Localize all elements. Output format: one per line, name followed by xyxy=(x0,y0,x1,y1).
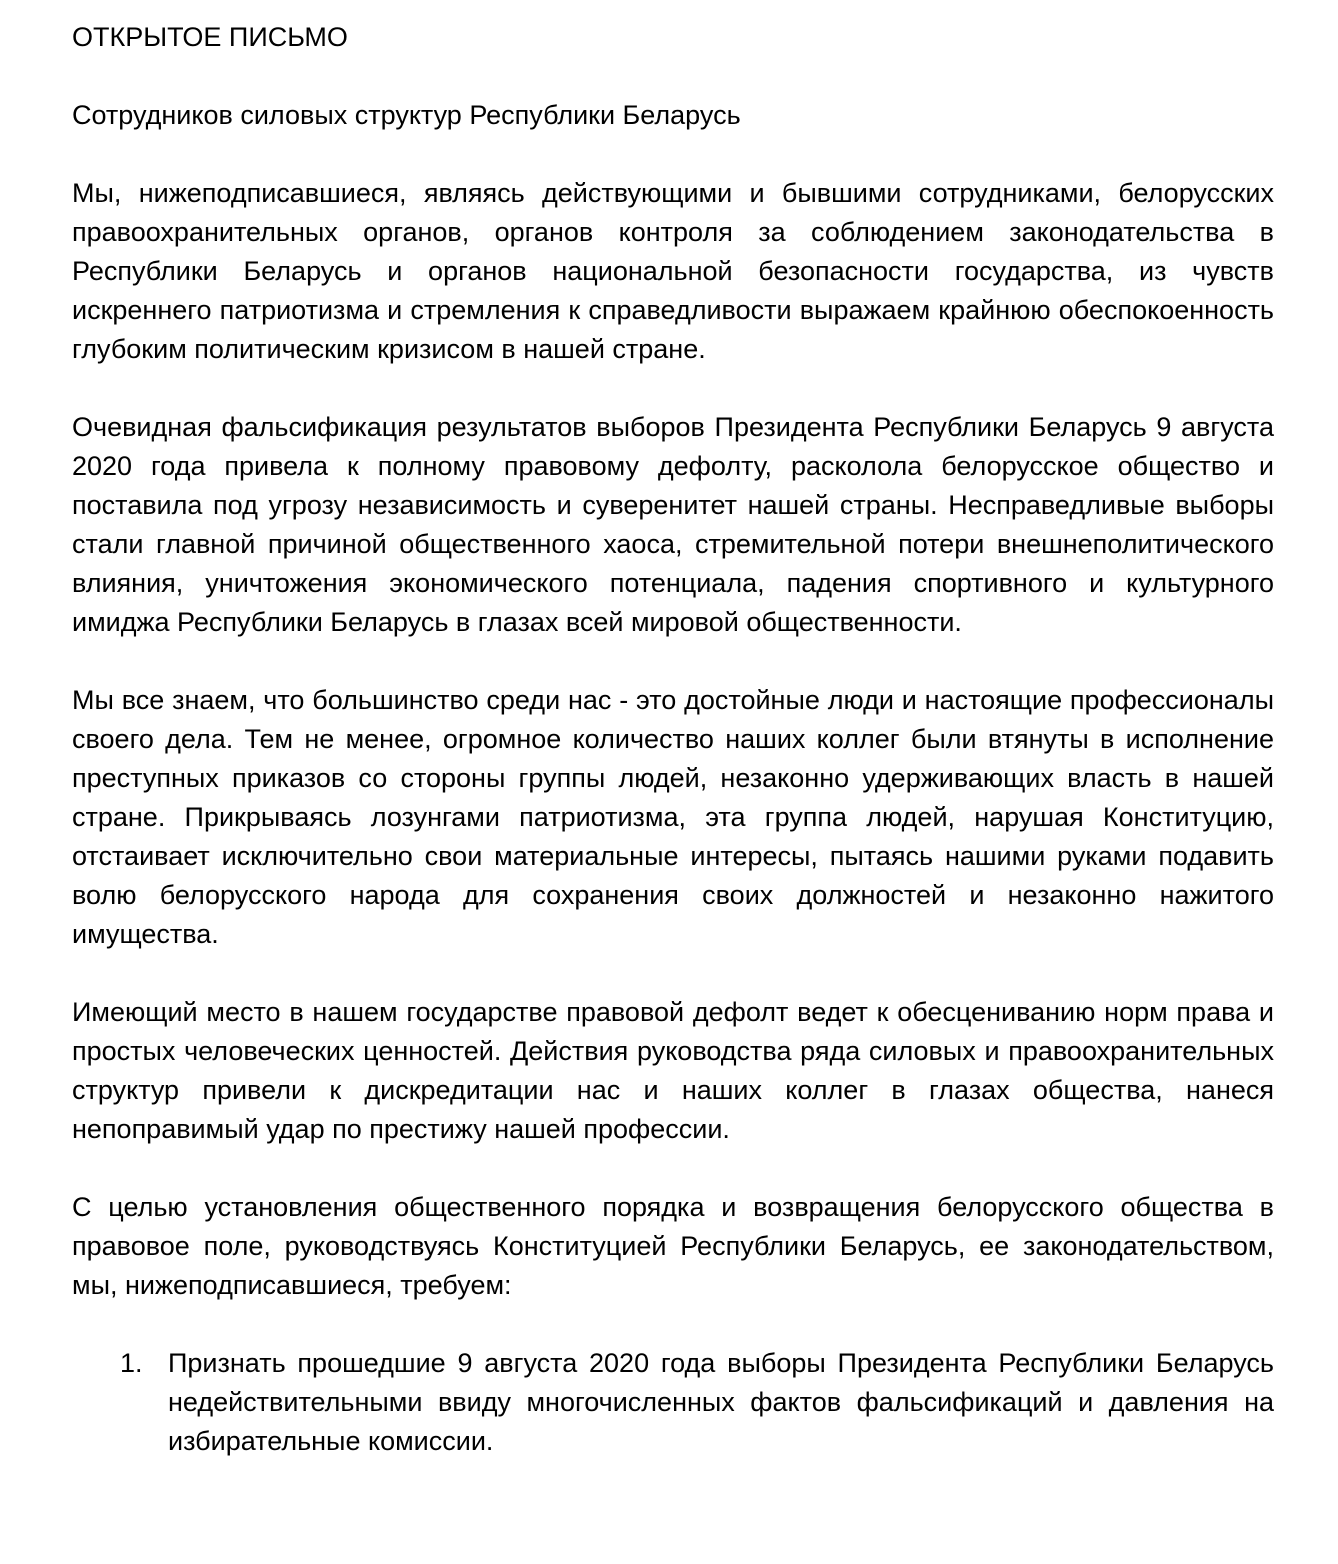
demand-number: 1. xyxy=(120,1348,143,1378)
paragraph-intro: Мы, нижеподписавшиеся, являясь действующими и бывшими сотрудниками, белорусских правоохранительных органов, органов контроля за соблюдением законодательства в Республики Беларусь и органов национальной безопасности государства, из чувств искреннего патриотизма и стремления к справедливости выражаем крайнюю обеспокоенность глубоким политическим кризисом в нашей стране. xyxy=(72,178,1274,364)
document-page xyxy=(72,18,1274,1461)
paragraph-colleagues: Мы все знаем, что большинство среди нас - это достойные люди и настоящие профессионалы своего дела. Тем не менее, огромное количество наших коллег были втянуты в исполнение преступных приказов со стороны группы людей, незаконно удерживающих власть в нашей стране. Прикрываясь лозунгами патриотизма, эта группа людей, нарушая Конституцию, отстаивает исключительно свои материальные интересы, пытаясь нашими руками подавить волю белорусского народа для сохранения своих должностей и незаконно нажитого имущества. xyxy=(72,685,1274,949)
paragraph-legal-default: Имеющий место в нашем государстве правовой дефолт ведет к обесцениванию норм права и простых человеческих ценностей. Действия руководства ряда силовых и правоохранительных структур привели к дискредитации нас и наших коллег в глазах общества, нанеся непоправимый удар по престижу нашей профессии. xyxy=(72,997,1274,1144)
demand-text: Признать прошедшие 9 августа 2020 года выборы Президента Республики Беларусь недействительными ввиду многочисленных фактов фальсификаций и давления на избирательные комиссии. xyxy=(168,1348,1274,1456)
demands-list xyxy=(72,1344,1274,1461)
document-subtitle: Сотрудников силовых структур Республики Беларусь xyxy=(72,100,741,130)
demand-item xyxy=(72,1344,1274,1461)
paragraph-demands-intro: С целью установления общественного порядка и возвращения белорусского общества в правовое поле, руководствуясь Конституцией Республики Беларусь, ее законодательством, мы, нижеподписавшиеся, требуем: xyxy=(72,1192,1274,1300)
paragraph-falsification: Очевидная фальсификация результатов выборов Президента Республики Беларусь 9 августа 2020 года привела к полному правовому дефолту, расколола белорусское общество и поставила под угрозу независимость и суверенитет нашей страны. Несправедливые выборы стали главной причиной общественного хаоса, стремительной потери внешнеполитического влияния, уничтожения экономического потенциала, падения спортивного и культурного имиджа Республики Беларусь в глазах всей мировой общественности. xyxy=(72,412,1274,637)
document-title: ОТКРЫТОЕ ПИСЬМО xyxy=(72,22,348,52)
